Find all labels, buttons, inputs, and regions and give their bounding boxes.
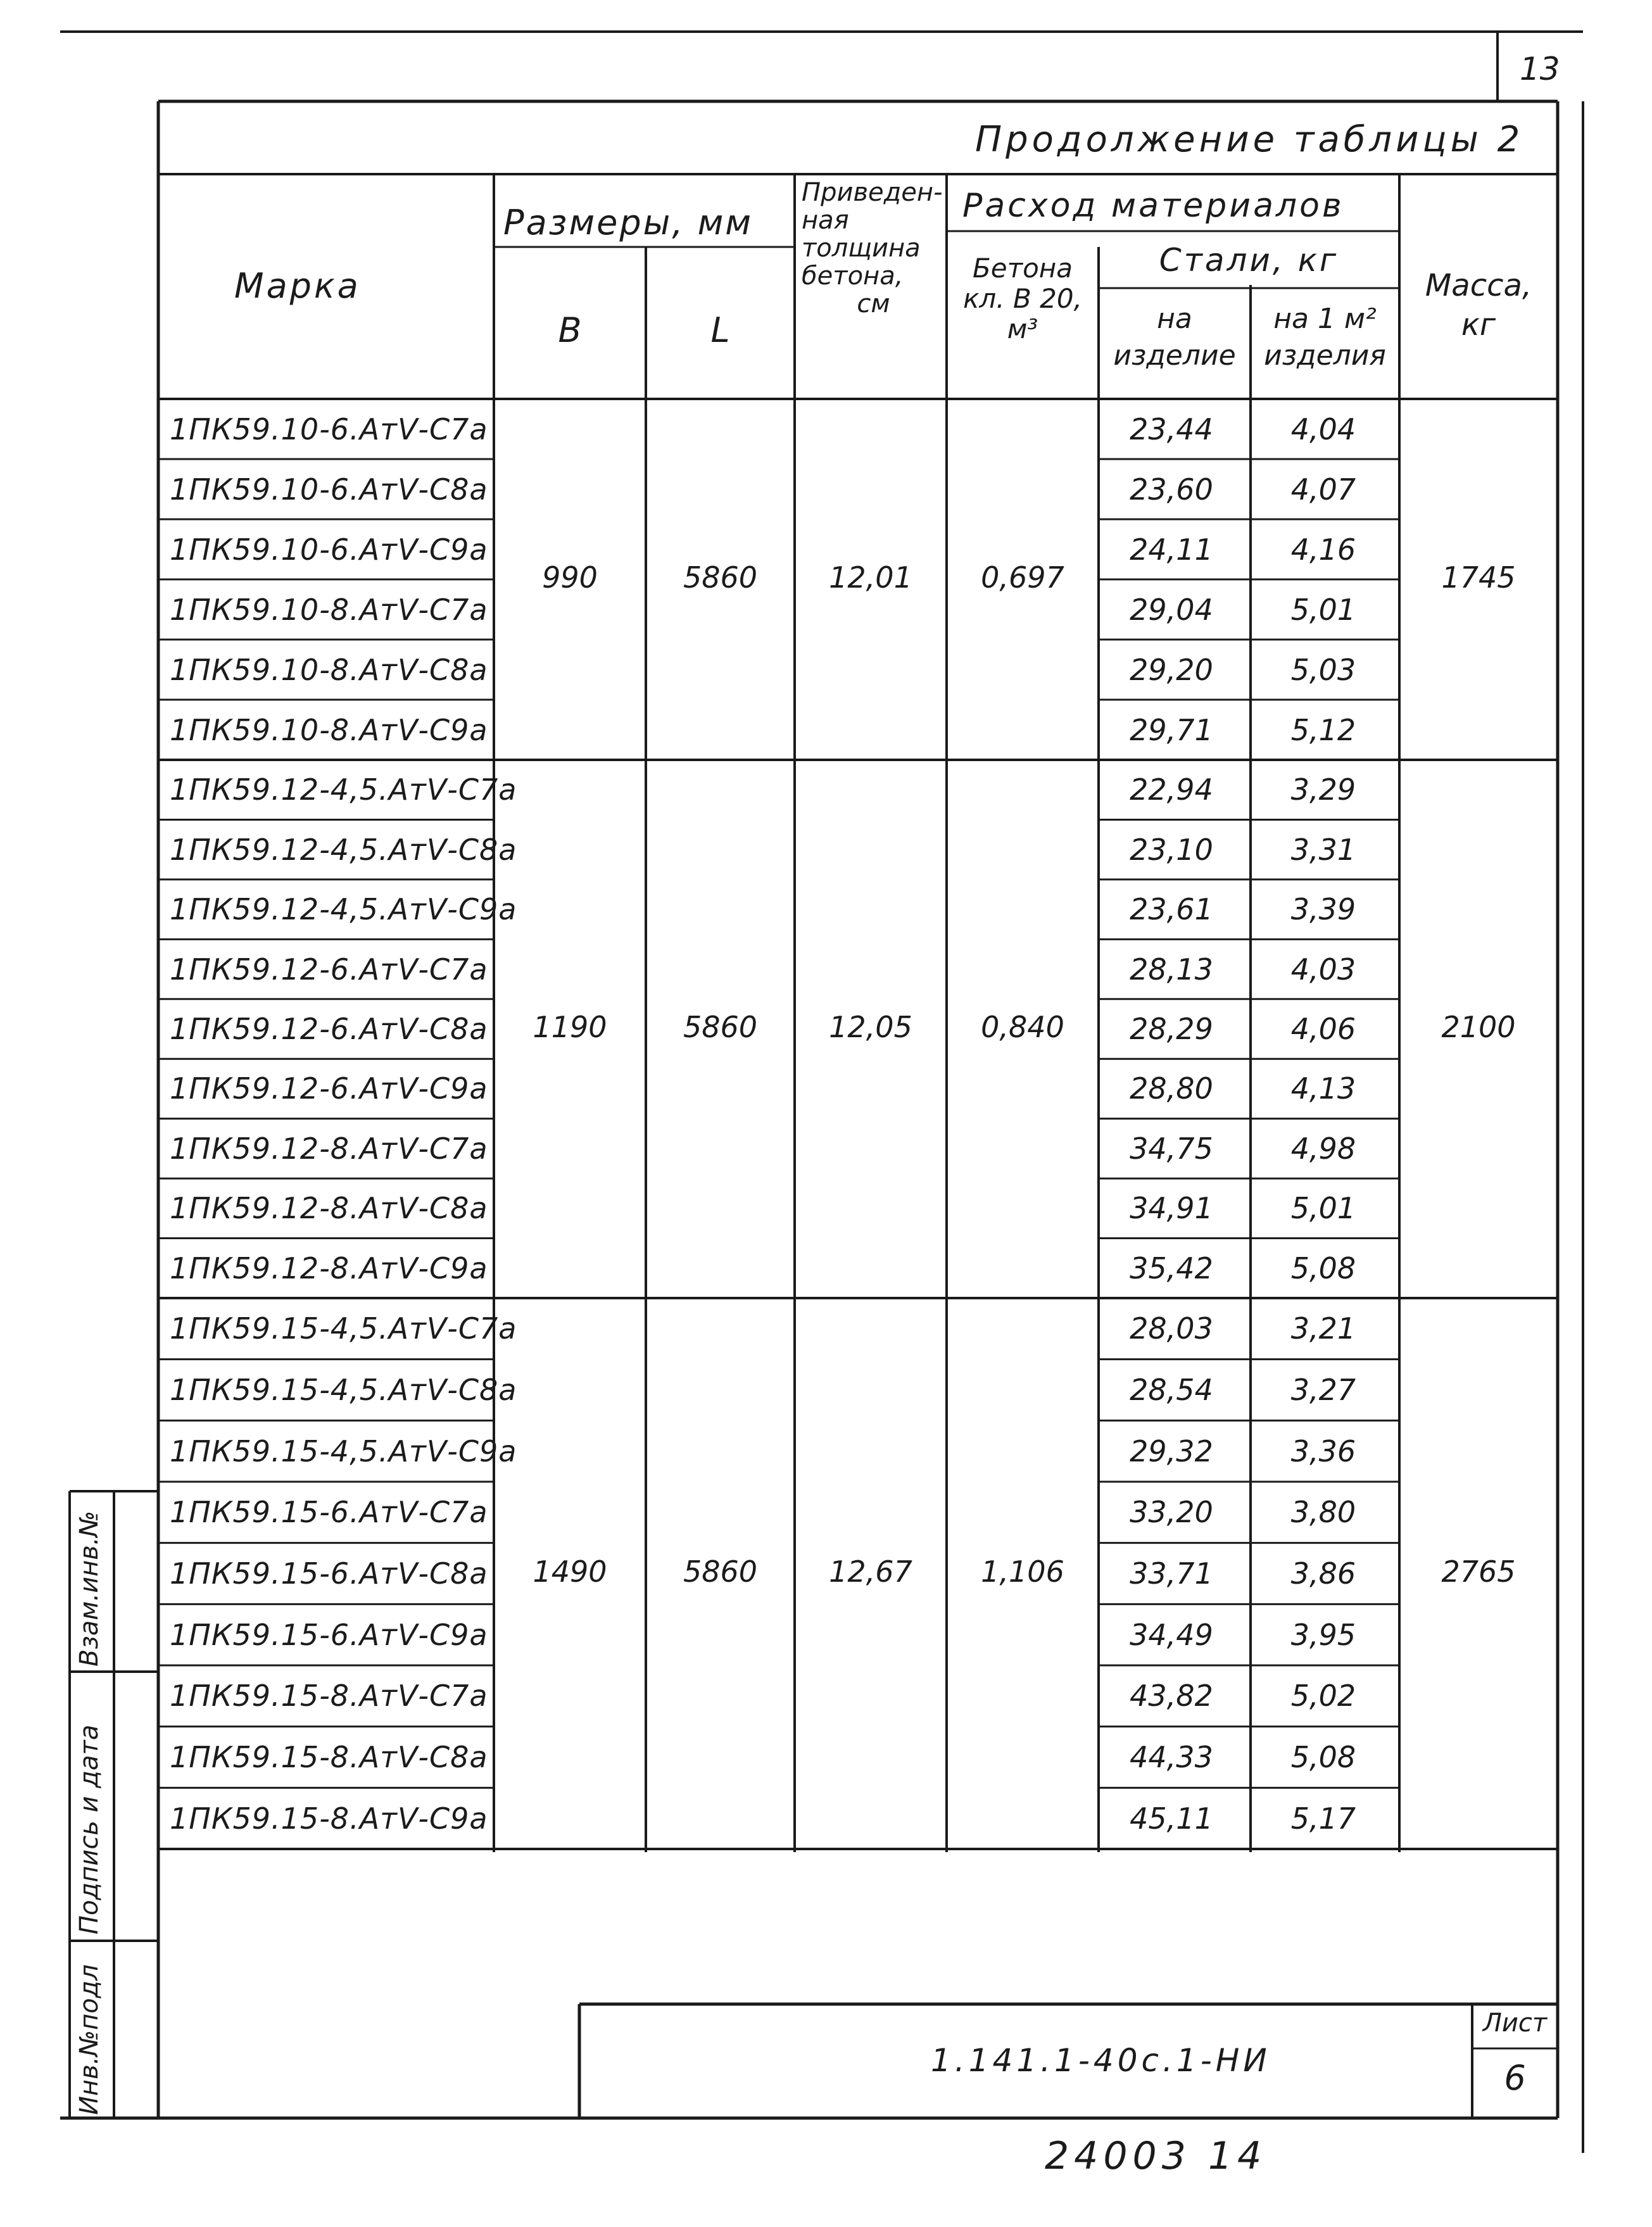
cell-steel-item: 43,82 (1130, 1679, 1213, 1713)
header-concrete-line: м³ (1007, 313, 1038, 344)
cell-steel-m2: 5,03 (1290, 652, 1356, 687)
cell-concrete: 1,106 (981, 1555, 1064, 1589)
header-thickness-line: бетона, (802, 262, 904, 291)
header-concrete-line: Бетона (972, 253, 1073, 284)
document-code: 1.141.1-40с.1-НИ (931, 2042, 1271, 2079)
cell-mark: 1ПК59.10-6.АтⅤ-С9а (170, 532, 488, 567)
cell-mark: 1ПК59.12-4,5.АтⅤ-С8а (170, 832, 517, 867)
cell-steel-m2: 5,01 (1290, 1191, 1356, 1226)
cell-mark: 1ПК59.15-6.АтⅤ-С7а (170, 1495, 488, 1530)
cell-mark: 1ПК59.10-8.АтⅤ-С7а (170, 592, 488, 627)
stamp-signature-date: Подпись и дата (75, 1724, 104, 1934)
cell-steel-item: 34,91 (1130, 1191, 1213, 1226)
cell-steel-m2: 5,08 (1290, 1740, 1356, 1774)
page-number: 13 (1520, 51, 1560, 87)
cell-mass: 2100 (1441, 1010, 1516, 1044)
header-per-m2-line: на 1 м² (1273, 303, 1377, 335)
cell-size-l: 5860 (683, 1010, 758, 1044)
cell-steel-m2: 5,12 (1290, 712, 1356, 747)
cell-steel-item: 23,60 (1130, 472, 1213, 507)
header-thickness-line: ная (802, 206, 849, 235)
cell-steel-item: 34,49 (1130, 1617, 1213, 1652)
cell-mark: 1ПК59.12-6.АтⅤ-С7а (170, 952, 488, 987)
cell-steel-item: 28,13 (1130, 952, 1213, 987)
cell-steel-item: 28,03 (1130, 1311, 1213, 1346)
cell-steel-item: 35,42 (1130, 1251, 1213, 1285)
cell-steel-m2: 3,29 (1290, 773, 1356, 807)
header-concrete-line: кл. В 20, (963, 283, 1082, 314)
cell-thickness: 12,01 (829, 560, 912, 595)
header-reduced-thickness (797, 179, 945, 318)
sheet-number: 6 (1504, 2058, 1526, 2098)
cell-mark: 1ПК59.10-8.АтⅤ-С8а (170, 652, 488, 687)
cell-mark: 1ПК59.10-6.АтⅤ-С7а (170, 412, 488, 446)
header-per-item (1099, 301, 1251, 374)
cell-steel-item: 23,44 (1130, 412, 1213, 446)
cell-mark: 1ПК59.15-6.АтⅤ-С8а (170, 1556, 488, 1591)
cell-steel-item: 23,61 (1130, 892, 1213, 927)
cell-steel-m2: 3,86 (1290, 1556, 1356, 1591)
cell-steel-item: 24,11 (1130, 532, 1213, 567)
cell-size-l: 5860 (683, 560, 758, 595)
cell-steel-item: 34,75 (1130, 1131, 1213, 1166)
header-thickness-line: см (857, 289, 890, 319)
cell-steel-item: 28,54 (1130, 1373, 1213, 1407)
cell-steel-m2: 4,03 (1290, 952, 1356, 987)
cell-steel-m2: 4,13 (1290, 1071, 1356, 1106)
cell-mark: 1ПК59.15-4,5.АтⅤ-С8а (170, 1373, 517, 1407)
cell-steel-item: 29,71 (1130, 712, 1213, 747)
cell-steel-m2: 4,16 (1290, 532, 1356, 567)
cell-steel-item: 33,71 (1130, 1556, 1213, 1591)
header-per-item-line: на (1157, 303, 1192, 335)
cell-steel-m2: 5,02 (1290, 1679, 1356, 1713)
header-thickness-line: толщина (802, 234, 921, 263)
header-concrete (947, 253, 1099, 344)
cell-mark: 1ПК59.15-8.АтⅤ-С8а (170, 1740, 488, 1774)
cell-steel-m2: 3,36 (1290, 1434, 1356, 1468)
header-size-l: L (710, 310, 730, 350)
cell-mark: 1ПК59.15-6.АтⅤ-С9а (170, 1617, 488, 1652)
header-mass-line: кг (1461, 307, 1496, 343)
cell-mark: 1ПК59.12-6.АтⅤ-С9а (170, 1071, 488, 1106)
cell-steel-item: 28,80 (1130, 1071, 1213, 1106)
cell-steel-item: 29,04 (1130, 592, 1213, 627)
cell-thickness: 12,05 (829, 1010, 912, 1044)
cell-steel-m2: 4,98 (1290, 1131, 1356, 1166)
cell-steel-m2: 5,01 (1290, 592, 1356, 627)
cell-mark: 1ПК59.12-4,5.АтⅤ-С7а (170, 773, 517, 807)
cell-mark: 1ПК59.12-8.АтⅤ-С9а (170, 1251, 488, 1285)
stamp-replace-inv: Взам.инв.№ (75, 1510, 104, 1667)
header-material-consumption: Расход материалов (962, 187, 1344, 225)
cell-steel-m2: 3,95 (1290, 1617, 1356, 1652)
cell-size-l: 5860 (683, 1555, 758, 1589)
cell-steel-m2: 3,39 (1290, 892, 1356, 927)
cell-concrete: 0,697 (981, 560, 1064, 595)
table-caption: Продолжение таблицы 2 (975, 119, 1524, 160)
cell-steel-item: 28,29 (1130, 1012, 1213, 1046)
sheet-label: Лист (1482, 2009, 1548, 2038)
header-mark: Марка (234, 266, 361, 306)
cell-steel-m2: 4,04 (1290, 412, 1356, 446)
cell-mass: 2765 (1441, 1555, 1516, 1589)
header-mass (1399, 266, 1558, 344)
cell-mark: 1ПК59.15-4,5.АтⅤ-С9а (170, 1434, 517, 1468)
cell-mark: 1ПК59.10-8.АтⅤ-С9а (170, 712, 488, 747)
bottom-number: 24003 14 (1045, 2134, 1267, 2178)
cell-steel-m2: 4,07 (1290, 472, 1356, 507)
cell-size-b: 990 (542, 560, 598, 595)
cell-mark: 1ПК59.15-8.АтⅤ-С7а (170, 1679, 488, 1713)
cell-steel-item: 33,20 (1130, 1495, 1213, 1530)
cell-size-b: 1490 (533, 1555, 607, 1589)
cell-mark: 1ПК59.15-4,5.АтⅤ-С7а (170, 1311, 517, 1346)
cell-mark: 1ПК59.12-8.АтⅤ-С7а (170, 1131, 488, 1166)
cell-steel-m2: 3,80 (1290, 1495, 1356, 1530)
cell-steel-item: 29,20 (1130, 652, 1213, 687)
cell-steel-m2: 5,08 (1290, 1251, 1356, 1285)
header-steel: Стали, кг (1159, 242, 1339, 279)
cell-steel-m2: 3,21 (1290, 1311, 1356, 1346)
cell-steel-m2: 3,27 (1290, 1373, 1356, 1407)
header-per-m2 (1251, 301, 1399, 374)
cell-steel-item: 29,32 (1130, 1434, 1213, 1468)
cell-mark: 1ПК59.15-8.АтⅤ-С9а (170, 1801, 488, 1836)
header-size-b: В (558, 310, 582, 350)
stamp-inv-original: Инв.№подл (75, 1964, 104, 2115)
cell-steel-item: 23,10 (1130, 832, 1213, 867)
header-sizes: Размеры, мм (503, 203, 753, 243)
cell-steel-m2: 4,06 (1290, 1012, 1356, 1046)
header-mass-line: Масса, (1425, 268, 1532, 303)
cell-mark: 1ПК59.12-8.АтⅤ-С8а (170, 1191, 488, 1226)
cell-steel-m2: 5,17 (1290, 1801, 1356, 1836)
cell-thickness: 12,67 (829, 1555, 912, 1589)
header-per-item-line: изделие (1113, 339, 1236, 372)
cell-concrete: 0,840 (981, 1010, 1064, 1044)
cell-mass: 1745 (1441, 560, 1516, 595)
cell-mark: 1ПК59.12-6.АтⅤ-С8а (170, 1012, 488, 1046)
cell-mark: 1ПК59.12-4,5.АтⅤ-С9а (170, 892, 517, 927)
cell-steel-item: 45,11 (1130, 1801, 1213, 1836)
header-thickness-line: Приведен- (802, 178, 943, 207)
header-per-m2-line: изделия (1264, 339, 1386, 372)
cell-size-b: 1190 (533, 1010, 607, 1044)
cell-steel-item: 44,33 (1130, 1740, 1213, 1774)
cell-mark: 1ПК59.10-6.АтⅤ-С8а (170, 472, 488, 507)
cell-steel-item: 22,94 (1130, 773, 1213, 807)
cell-steel-m2: 3,31 (1290, 832, 1356, 867)
